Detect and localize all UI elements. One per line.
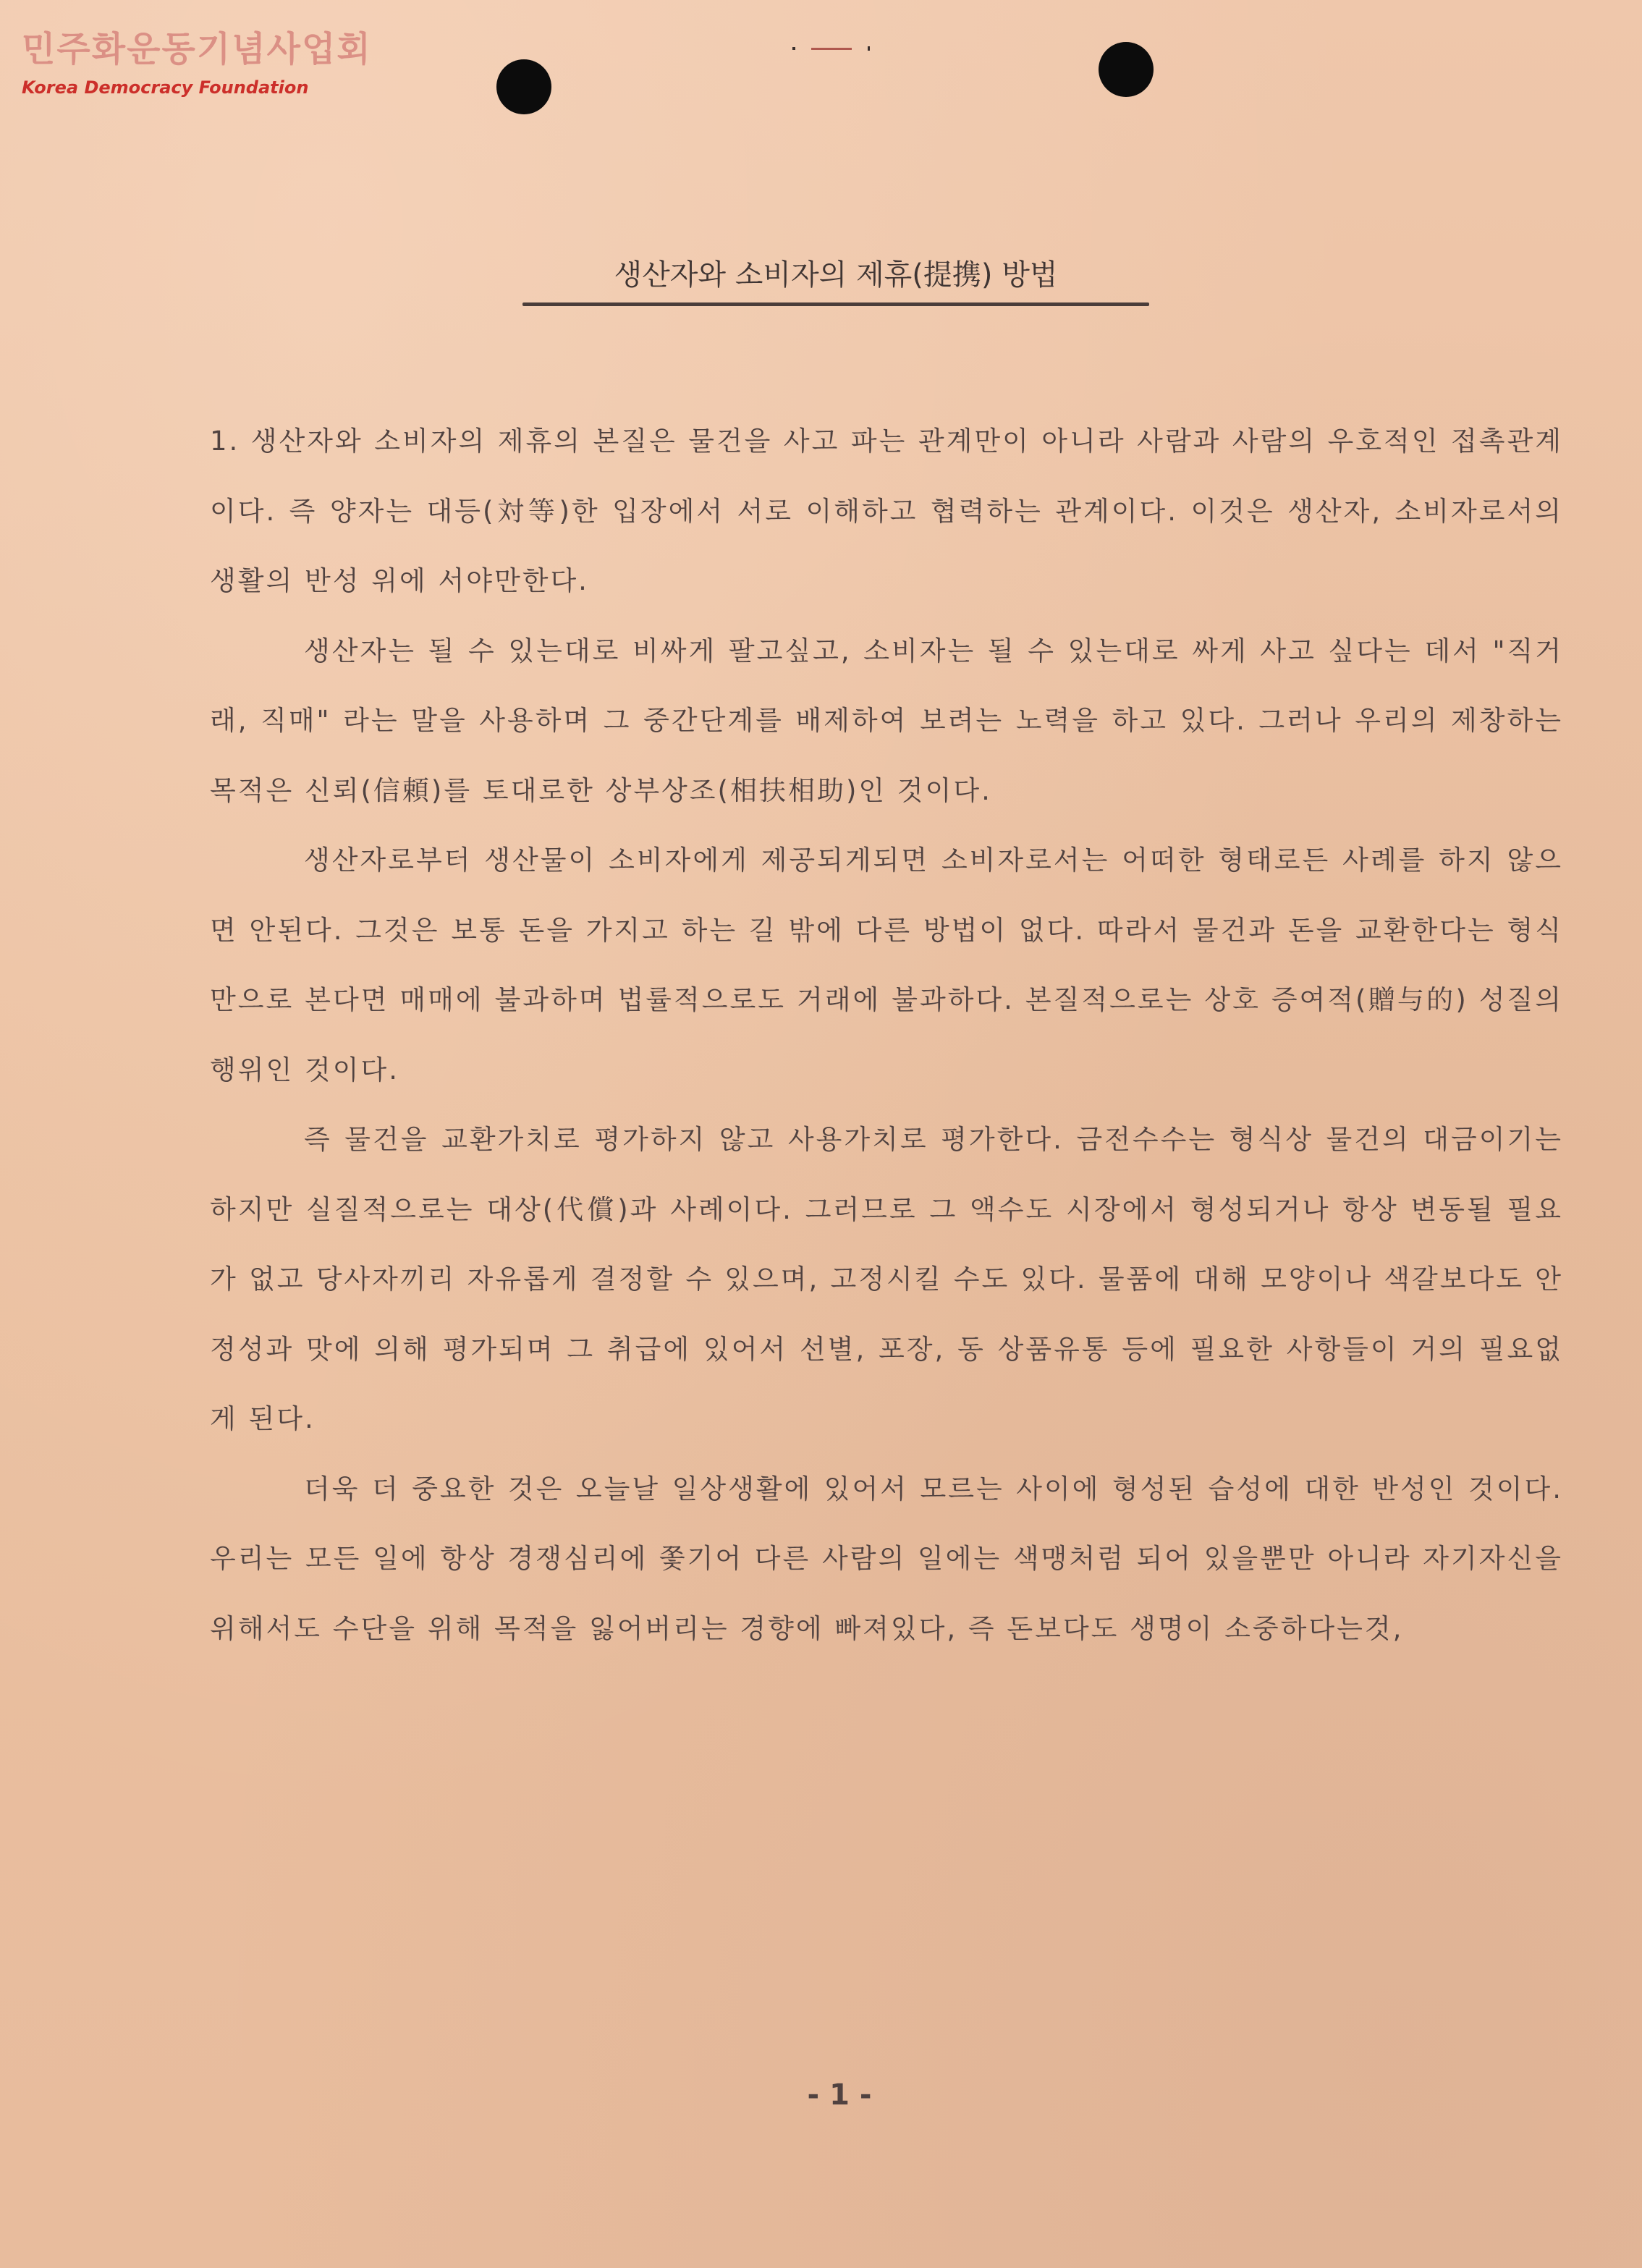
watermark-logo (22, 27, 372, 100)
title-underline (522, 302, 1149, 306)
watermark-korean-text: 민주화운동기념사업회 (22, 29, 372, 69)
watermark-english-text: Korea Democracy Foundation (22, 77, 309, 98)
paragraph-1: 1. 생산자와 소비자의 제휴의 본질은 물건을 사고 파는 관계만이 아니라 사람과 사람의 우호적인 접촉관계이다. 즉 양자는 대등(対等)한 입장에서 서로 이해하고 협력하는 관계이다. 이것은 생산자, 소비자로서의 생활의 반성 위에 서야만한다. (210, 426, 1563, 596)
paragraph-4: 즉 물건을 교환가치로 평가하지 않고 사용가치로 평가한다. 금전수수는 형식상 물건의 대금이기는 하지만 실질적으로는 대상(代償)과 사례이다. 그러므로 그 액수도 시장에서 형성되거나 항상 변동될 필요가 없고 당사자끼리 자유롭게 결정할 수 있으며, 고정시킬 수도 있다. 물품에 대해 모양이나 색갈보다도 안정성과 맛에 의해 평가되며 그 취급에 있어서 선별, 포장, 동 상품유통 등에 필요한 사항들이 거의 필요없게 된다. (210, 1124, 1563, 1434)
document-title: 생산자와 소비자의 제휴(提携) 방법 (614, 258, 1058, 292)
paragraph-2: 생산자는 될 수 있는대로 비싸게 팔고싶고, 소비자는 될 수 있는대로 싸게 사고 싶다는 데서 "직거래, 직매" 라는 말을 사용하며 그 중간단계를 배제하여 보려는 노력을 하고 있다. 그러나 우리의 제창하는 목적은 신뢰(信頼)를 토대로한 상부상조(相扶相助)인 것이다. (210, 635, 1563, 806)
page-number: - 1 - (807, 2078, 872, 2112)
paragraph-3: 생산자로부터 생산물이 소비자에게 제공되게되면 소비자로서는 어떠한 형태로든 사례를 하지 않으면 안된다. 그것은 보통 돈을 가지고 하는 길 밖에 다른 방법이 없다. 따라서 물건과 돈을 교환한다는 형식만으로 본다면 매매에 불과하며 법률적으로도 거래에 불과하다. 본질적으로는 상호 증여적(贈与的) 성질의 행위인 것이다. (210, 845, 1563, 1086)
punch-hole-left (496, 59, 551, 114)
paragraph-5: 더욱 더 중요한 것은 오늘날 일상생활에 있어서 모르는 사이에 형성된 습성에 대한 반성인 것이다. 우리는 모든 일에 항상 경쟁심리에 쫓기어 다른 사람의 일에는 색맹처럼 되어 있을뿐만 아니라 자기자신을 위해서도 수단을 위해 목적을 잃어버리는 경향에 빠져있다, 즉 돈보다도 생명이 소중하다는것, (210, 1473, 1563, 1644)
staple-mark (792, 45, 872, 52)
document-body (210, 407, 1563, 1664)
punch-hole-right (1099, 42, 1154, 97)
